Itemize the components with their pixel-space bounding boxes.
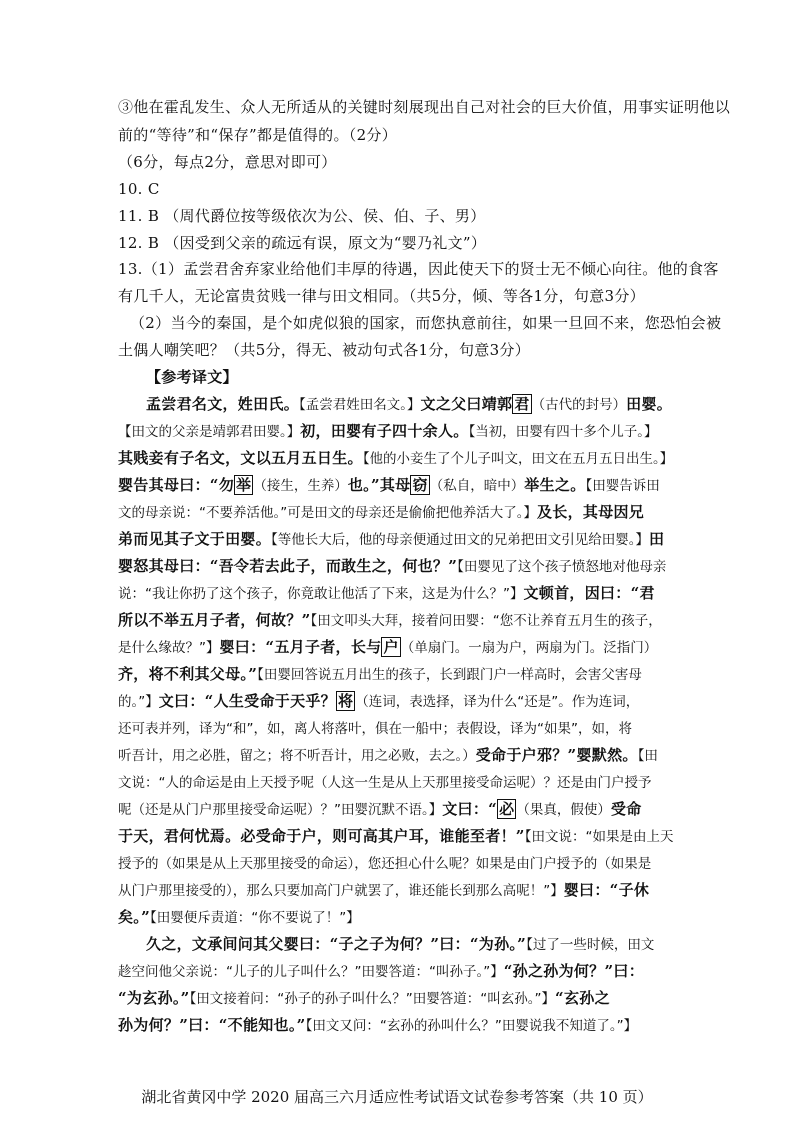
- translation-text: 呢（还是从门户那里接受命运呢）？”田婴沉默不语。】: [118, 802, 443, 818]
- answer-line: [118, 286, 645, 306]
- answer-text: （2）当今的秦国，是个如虎似狼的国家，而您执意前往，如果一旦回不来，您恐怕会被: [130, 314, 722, 332]
- boxed-keyword: 将: [337, 692, 354, 710]
- answer-line: [118, 97, 730, 117]
- translation-text: 【田: [637, 748, 658, 764]
- boxed-keyword: 户: [383, 638, 399, 656]
- gloss-text: （连词，表选择，译为什么“还是”。作为连词，: [355, 694, 640, 710]
- translation-heading: 【参考译文】: [146, 368, 238, 386]
- translation-text: 【当初，田婴有四十多个儿子。】: [468, 424, 658, 440]
- translation-line: [118, 664, 642, 685]
- translation-text: 【田文说：“如果是由上天: [524, 829, 674, 845]
- answer-text: 10. C: [118, 180, 160, 198]
- answer-line: [118, 206, 486, 226]
- answer-line: [118, 179, 160, 199]
- answer-line: [118, 125, 397, 145]
- original-text: 婴告其母曰：“勿: [118, 476, 235, 494]
- original-text: “孙之孙为何？”曰：: [503, 962, 644, 980]
- gloss-text: 还可表并列，译为“和”，如，离人将落叶，俱在一船中；表假设，译为“如果”，如，将: [118, 721, 632, 737]
- original-text: 文顿首，因曰：“君: [523, 584, 655, 602]
- translation-line: [118, 772, 652, 793]
- translation-line: [118, 502, 644, 523]
- original-text: 婴怒其母曰：“吾令若去此子，而敢生之，何也？”: [118, 557, 458, 575]
- boxed-keyword: 窃: [412, 476, 428, 494]
- translation-text: 【田婴告诉田: [585, 478, 660, 494]
- translation-line: [118, 988, 610, 1009]
- gloss-text: 听吾计，用之必胜，留之；将不听吾计，用之必败，去之。）: [118, 748, 476, 764]
- translation-text: 【他的小妾生了个儿子叫文，田文在五月五日出生。】: [362, 451, 674, 467]
- translation-text: 【田文的父亲是靖郭君田婴。】: [118, 424, 301, 440]
- translation-line: [118, 1015, 637, 1036]
- original-text: 弟而见其子文于田婴。: [118, 530, 272, 548]
- original-text: 于天，君何忧焉。必受命于户，则可高其户耳，谁能至者！”: [118, 827, 525, 845]
- original-text: 孟尝君名文，姓田氏。: [146, 395, 300, 413]
- translation-text: 是什么缘故？”】: [118, 640, 220, 656]
- translation-line: [118, 448, 673, 469]
- translation-text: 说：“我让你扔了这个孩子，你竟敢让他活了下来，这是为什么？”】: [118, 586, 524, 602]
- translation-line: [146, 934, 654, 955]
- translation-text: 文的母亲说：“不要养活他。”可是田文的母亲还是偷偷把他养活大了。】: [118, 505, 537, 521]
- original-text: 矣。”: [118, 908, 151, 926]
- translation-line: [118, 556, 666, 577]
- gloss-text: （古代的封号）: [531, 397, 627, 413]
- answer-text: 13.（1）孟尝君舍弃家业给他们丰厚的待遇，因此使天下的贤士无不倾心向往。他的食客: [118, 260, 719, 278]
- translation-text: 【田婴回答说五月出生的孩子，长到跟门户一样高时，会害父害母: [257, 667, 642, 683]
- original-text: 及长，其母因兄: [537, 503, 645, 521]
- translation-line: [118, 421, 658, 442]
- translation-line: [118, 718, 632, 739]
- boxed-keyword: 君: [514, 395, 530, 413]
- translation-text: 【田文接着问：“孙子的孙子叫什么？”田婴答道：“叫玄孙。”】: [189, 991, 556, 1007]
- gloss-text: （单扇门。一扇为户，两扇为门。泛指门）: [400, 640, 658, 656]
- answer-text: 11. B （周代爵位按等级依次为公、侯、伯、子、男）: [118, 207, 486, 225]
- original-text: 文曰：“: [442, 800, 498, 818]
- translation-text: 【田文又问：“玄孙的孙叫什么？”田婴说我不知道了。”】: [305, 1018, 638, 1034]
- translation-line: [118, 583, 655, 604]
- answer-text: 有几千人，无论富贵贫贱一律与田文相同。（共5分，倾、等各1分，句意3分）: [118, 287, 645, 305]
- translation-text: 授予的（如果是从上天那里接受的命运），您还担心什么呢？如果是由门户授予的（如果是: [118, 856, 652, 872]
- original-text: 婴曰：“子休: [563, 881, 650, 899]
- answer-text: （6分，每点2分，意思对即可）: [118, 153, 337, 171]
- original-text: “玄孙之: [555, 989, 610, 1007]
- translation-line: [118, 691, 639, 712]
- translation-text: 从门户那里接受的），那么只要加高门户就罢了，谁还能长到那么高呢！”】: [118, 883, 564, 899]
- translation-line: [118, 799, 642, 820]
- answer-line: [118, 340, 530, 360]
- original-text: 文之父曰靖郭: [420, 395, 513, 413]
- gloss-text: （接生，生养）: [253, 478, 348, 494]
- gloss-text: （果真，假使）: [516, 802, 611, 818]
- translation-text: 趁空问他父亲说：“儿子的儿子叫什么？”田婴答道：“叫孙子。”】: [118, 964, 504, 980]
- translation-text: 【过了一些时候，田文: [526, 937, 655, 953]
- translation-line: [118, 610, 662, 631]
- original-text: 也。”其母: [347, 476, 411, 494]
- gloss-text: （私自，暗中）: [429, 478, 525, 494]
- original-text: 受命: [610, 800, 642, 818]
- translation-line: [118, 853, 651, 874]
- original-text: 田: [649, 530, 665, 548]
- translation-line: [118, 475, 660, 496]
- boxed-keyword: 举: [236, 476, 252, 494]
- translation-text: 【等他长大后，他的母亲便通过田文的兄弟把田文引见给田婴。】: [271, 532, 650, 548]
- translation-line: [118, 880, 649, 901]
- answer-line: [130, 313, 721, 333]
- translation-text: 【田婴便斥责道：“你不要说了！”】: [150, 910, 360, 926]
- translation-line: [118, 826, 673, 847]
- original-text: “为玄孙。”: [118, 989, 190, 1007]
- translation-line: [118, 637, 657, 658]
- translation-text: 文说：“人的命运是由上天授予呢（人这一生是从上天那里接受命运呢）？还是由门户授予: [118, 775, 652, 791]
- answer-text: 12. B （因受到父亲的疏远有误，原文为“婴乃礼文”）: [118, 234, 487, 252]
- translation-line: [118, 961, 644, 982]
- translation-text: 【田文叩头大拜，接着问田婴：“您不让养育五月生的孩子，: [310, 613, 662, 629]
- original-text: 举生之。: [524, 476, 586, 494]
- translation-text: 【孟尝君姓田名文。】: [299, 397, 421, 413]
- original-text: 齐，将不利其父母。”: [118, 665, 258, 683]
- translation-line: [118, 529, 664, 550]
- boxed-keyword: 必: [499, 800, 515, 818]
- answer-line: [118, 152, 337, 172]
- original-text: 婴曰：“五月子者，长与: [219, 638, 382, 656]
- translation-line: [118, 745, 658, 766]
- answer-text: 土偶人嘲笑吧？（共5分，得无、被动句式各1分，句意3分）: [118, 341, 531, 359]
- answer-text: ③他在霍乱发生、众人无所适从的关键时刻展现出自己对社会的巨大价值，用事实证明他以: [118, 98, 731, 116]
- translation-text: 的。”】: [118, 694, 159, 710]
- translation-line: [146, 394, 672, 415]
- original-text: 久之，文承间问其父婴曰：“子之子为何？”曰：“为孙。”: [146, 935, 527, 953]
- original-text: 孙为何？”曰：“不能知也。”: [118, 1016, 306, 1034]
- translation-line: [118, 907, 360, 928]
- answer-line: [118, 259, 719, 279]
- original-text: 其贱妾有子名文，文以五月五日生。: [118, 449, 363, 467]
- original-text: 所以不举五月子者，何故？”: [118, 611, 311, 629]
- translation-text: 【田婴见了这个孩子愤怒地对他母亲: [457, 559, 667, 575]
- original-text: 田婴。: [626, 395, 673, 413]
- answer-text: 前的“等待”和“保存”都是值得的。（2分）: [118, 126, 398, 144]
- original-text: 受命于户邪？”婴默然。: [475, 746, 638, 764]
- page-footer: 湖北省黄冈中学 2020 届高三六月适应性考试语文试卷参考答案（共 10 页）: [141, 1088, 653, 1106]
- original-text: 初，田婴有子四十余人。: [300, 422, 469, 440]
- answer-line: [118, 233, 486, 253]
- original-text: 文曰：“人生受命于天乎？: [158, 692, 336, 710]
